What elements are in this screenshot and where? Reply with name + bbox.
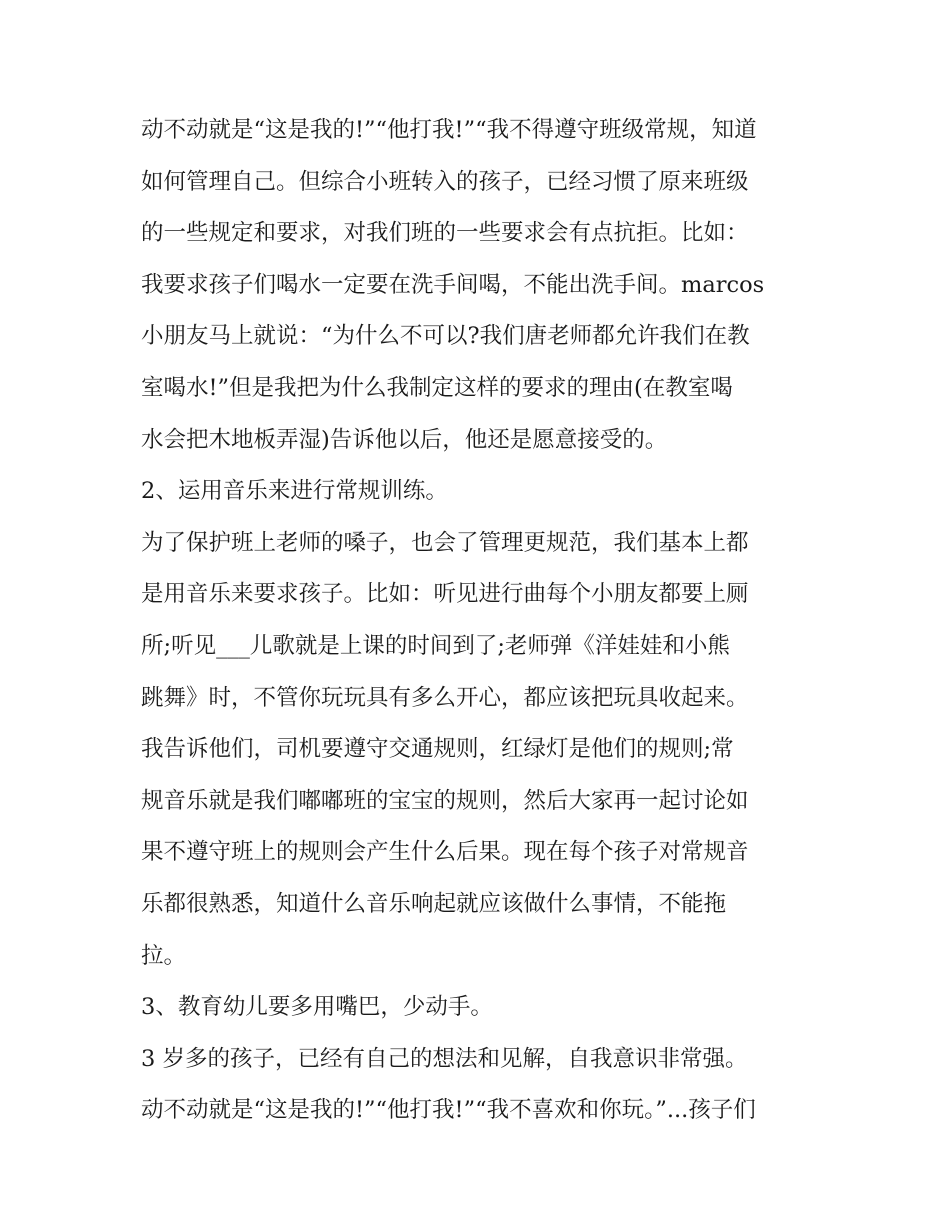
text-line-4: 我要求孩子们喝水一定要在洗手间喝，不能出洗手间。marcos: [141, 271, 765, 298]
section-heading-3: 3、教育幼儿要多用嘴巴，少动手。: [141, 994, 493, 1021]
text-line-7: 水会把木地板弄湿)告诉他以后，他还是愿意接受的。: [141, 426, 668, 453]
section-heading-2: 2、运用音乐来进行常规训练。: [141, 478, 448, 505]
text-line-2: 如何管理自己。但综合小班转入的孩子，已经习惯了原来班级: [141, 168, 749, 195]
text-line-17: 拉。: [141, 942, 187, 969]
text-line-1: 动不动就是“这是我的!”“他打我!”“我不得遵守班级常规，知道: [141, 117, 757, 143]
text-line-13: 我告诉他们，司机要遵守交通规则，红绿灯是他们的规则;常: [141, 736, 734, 763]
text-line-20: 动不动就是“这是我的!”“他打我!”“我不喜欢和你玩。”...孩子们: [141, 1097, 756, 1124]
text-line-5: 小朋友马上就说：“为什么不可以?我们唐老师都允许我们在教: [141, 323, 750, 350]
text-line-12: 跳舞》时，不管你玩玩具有多么开心，都应该把玩具收起来。: [141, 684, 749, 711]
text-line-10: 是用音乐来要求孩子。比如：听见进行曲每个小朋友都要上厕: [141, 581, 749, 608]
text-line-16: 乐都很熟悉，知道什么音乐响起就应该做什么事情，不能拖: [141, 890, 727, 917]
document-body: [141, 105, 821, 1137]
text-line-14: 规音乐就是我们嘟嘟班的宝宝的规则，然后大家再一起讨论如: [141, 787, 749, 814]
text-line-15: 果不遵守班上的规则会产生什么后果。现在每个孩子对常规音: [141, 839, 749, 866]
text-line-3: 的一些规定和要求，对我们班的一些要求会有点抗拒。比如：: [141, 220, 749, 247]
text-line-11: 所;听见___儿歌就是上课的时间到了;老师弹《洋娃娃和小熊: [141, 632, 730, 659]
text-line-9: 为了保护班上老师的嗓子，也会了管理更规范，我们基本上都: [141, 529, 749, 556]
text-line-6: 室喝水!”但是我把为什么我制定这样的要求的理由(在教室喝: [141, 374, 733, 401]
text-line-19: 3 岁多的孩子，已经有自己的想法和见解，自我意识非常强。: [141, 1045, 748, 1072]
